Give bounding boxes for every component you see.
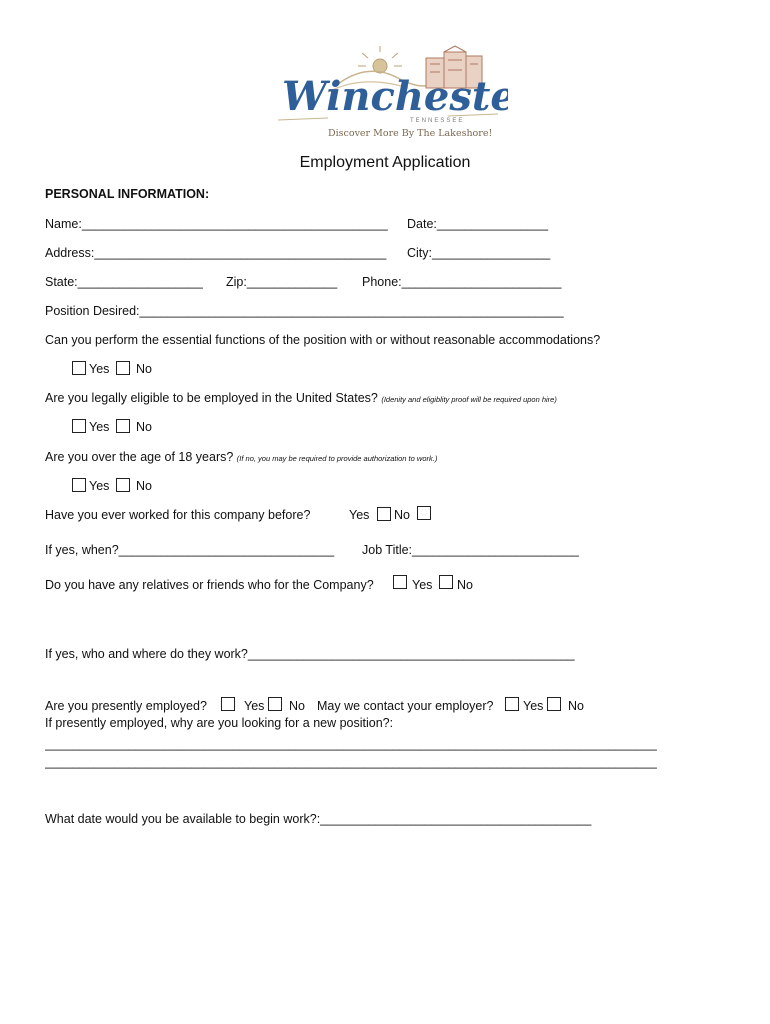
question-essential-functions: Can you perform the essential functions of the position with or without reasonable accommodations?: [45, 333, 601, 347]
eligible-no-checkbox[interactable]: [116, 419, 130, 433]
question-legally-eligible-text: Are you legally eligible to be employed in the United States?: [45, 391, 378, 405]
question-over-18: [45, 449, 437, 467]
form-title: Employment Application: [299, 154, 471, 171]
answer-line-2[interactable]: ________________________________________________________________________________________: [45, 755, 657, 769]
question-legally-eligible: [45, 390, 557, 408]
relatives-no-label: No: [457, 578, 473, 592]
employed-yes-checkbox[interactable]: [221, 697, 235, 711]
section-personal-info: PERSONAL INFORMATION:: [45, 187, 210, 201]
contact-no-label: No: [568, 699, 584, 713]
contact-yes-checkbox[interactable]: [505, 697, 519, 711]
question-relatives: Do you have any relatives or friends who for the Company?: [45, 578, 374, 592]
essential-no-checkbox[interactable]: [116, 361, 130, 375]
worked-no-label: No: [394, 508, 410, 522]
available-date-field[interactable]: What date would you be available to begin work?:_______________________________________: [45, 812, 592, 826]
eligible-yes-checkbox[interactable]: [72, 419, 86, 433]
answer-line-1[interactable]: ________________________________________________________________________________________: [45, 737, 657, 751]
question-worked-before: Have you ever worked for this company before?: [45, 508, 311, 522]
age-no-label: No: [136, 479, 152, 493]
position-desired-field[interactable]: Position Desired:_____________________________________________________________: [45, 304, 564, 318]
job-title-field[interactable]: Job Title:________________________: [362, 543, 579, 557]
who-where-field[interactable]: If yes, who and where do they work?_______________________________________________: [45, 647, 575, 661]
worked-yes-label: Yes: [349, 508, 370, 522]
employed-yes-label: Yes: [244, 699, 265, 713]
logo-sub: TENNESSEE: [410, 118, 465, 124]
contact-yes-label: Yes: [523, 699, 544, 713]
logo-tagline: Discover More By The Lakeshore!: [328, 128, 493, 139]
name-field[interactable]: Name:____________________________________________: [45, 217, 388, 231]
city-field[interactable]: City:_________________: [407, 246, 551, 260]
essential-no-label: No: [136, 362, 152, 376]
logo-wordmark: Winchest: [282, 73, 491, 120]
question-why-new-position: If presently employed, why are you looking for a new position?:: [45, 716, 394, 730]
when-field[interactable]: If yes, when?_______________________________: [45, 543, 335, 557]
worked-no-checkbox[interactable]: [417, 506, 431, 520]
eligible-note: (Idenity and eligiblity proof will be required upon hire): [381, 395, 557, 404]
age-no-checkbox[interactable]: [116, 478, 130, 492]
eligible-no-label: No: [136, 420, 152, 434]
essential-yes-label: Yes: [89, 362, 110, 376]
eligible-yes-label: Yes: [89, 420, 110, 434]
state-field[interactable]: State:__________________: [45, 275, 203, 289]
address-field[interactable]: Address:__________________________________________: [45, 246, 387, 260]
relatives-yes-checkbox[interactable]: [393, 575, 407, 589]
question-contact-employer: May we contact your employer?: [317, 699, 494, 713]
question-presently-employed: Are you presently employed?: [45, 699, 207, 713]
contact-no-checkbox[interactable]: [547, 697, 561, 711]
winchester-logo: [268, 44, 508, 144]
question-over-18-text: Are you over the age of 18 years?: [45, 450, 234, 464]
date-field[interactable]: Date:________________: [407, 217, 549, 231]
employed-no-label: No: [289, 699, 305, 713]
phone-field[interactable]: Phone:_______________________: [362, 275, 562, 289]
relatives-yes-label: Yes: [412, 578, 433, 592]
employed-no-checkbox[interactable]: [268, 697, 282, 711]
relatives-no-checkbox[interactable]: [439, 575, 453, 589]
zip-field[interactable]: Zip:_____________: [226, 275, 338, 289]
worked-yes-checkbox[interactable]: [377, 507, 391, 521]
age-note: (If no, you may be required to provide authorization to work.): [236, 454, 438, 463]
essential-yes-checkbox[interactable]: [72, 361, 86, 375]
age-yes-label: Yes: [89, 479, 110, 493]
age-yes-checkbox[interactable]: [72, 478, 86, 492]
